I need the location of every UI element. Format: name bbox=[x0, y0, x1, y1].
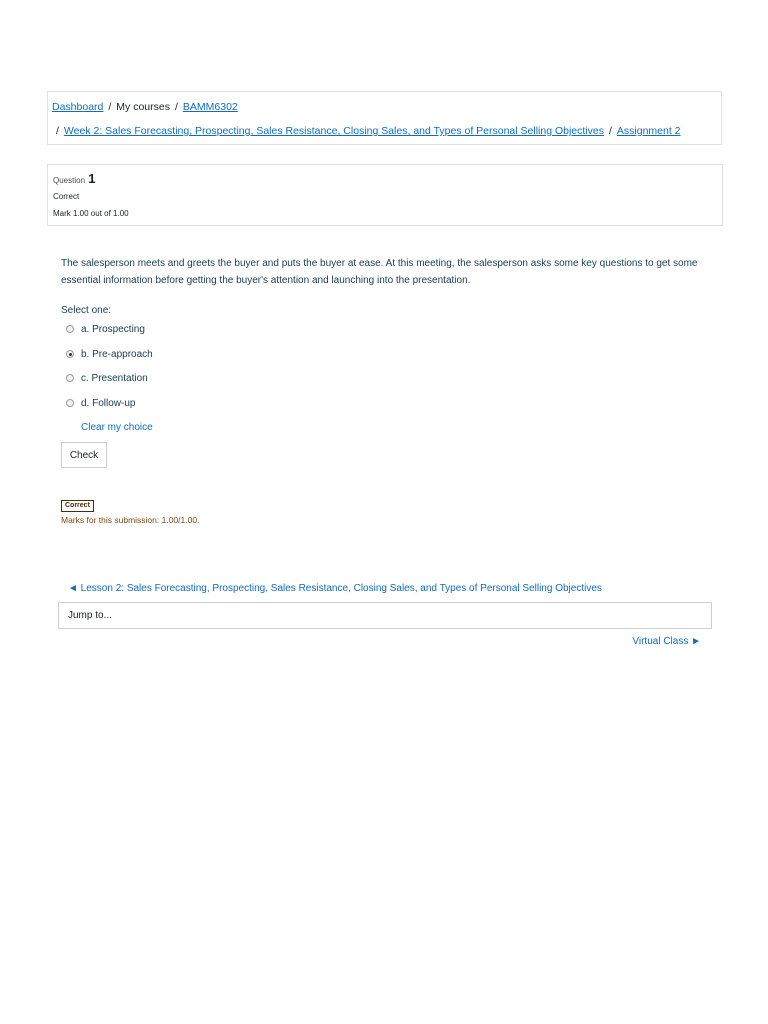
breadcrumb-separator: / bbox=[608, 125, 612, 137]
question-label: Question bbox=[53, 176, 86, 185]
radio-button-checked[interactable] bbox=[66, 350, 74, 358]
jump-to-label: Jump to... bbox=[68, 610, 112, 621]
breadcrumb-separator: / bbox=[56, 125, 59, 137]
breadcrumb-section-link[interactable]: Week 2: Sales Forecasting, Prospecting, Sales Resistance, Closing Sales, and Types of Personal Selling Objectives bbox=[63, 125, 604, 137]
radio-button[interactable] bbox=[66, 374, 74, 382]
answer-option-c[interactable] bbox=[66, 371, 148, 385]
question-grade: Mark 1.00 out of 1.00 bbox=[53, 209, 129, 218]
breadcrumb-dashboard-link[interactable]: Dashboard bbox=[52, 101, 104, 113]
radio-button[interactable] bbox=[66, 399, 74, 407]
answer-option-label: c. Presentation bbox=[81, 372, 148, 384]
marks-for-submission: Marks for this submission: 1.00/1.00. bbox=[61, 515, 200, 525]
answer-option-label: a. Prospecting bbox=[81, 323, 145, 335]
next-activity-link[interactable]: Virtual Class ► bbox=[632, 636, 701, 647]
answer-option-b[interactable] bbox=[66, 347, 153, 361]
breadcrumb-row-2 bbox=[56, 125, 681, 137]
answer-option-a[interactable] bbox=[66, 322, 145, 336]
answer-option-label: d. Follow-up bbox=[81, 397, 136, 409]
question-info-panel bbox=[47, 164, 723, 226]
breadcrumb-my-courses: My courses bbox=[116, 101, 170, 113]
previous-activity-link[interactable]: ◄ Lesson 2: Sales Forecasting, Prospecting, Sales Resistance, Closing Sales, and Types of Personal Selling Objectives bbox=[68, 583, 602, 594]
question-number-value: 1 bbox=[88, 171, 96, 186]
breadcrumb-separator: / bbox=[174, 101, 178, 113]
question-number bbox=[53, 171, 96, 186]
radio-button[interactable] bbox=[66, 325, 74, 333]
select-one-prompt: Select one: bbox=[61, 305, 112, 316]
breadcrumb-activity-link[interactable]: Assignment 2 bbox=[616, 125, 681, 137]
question-text: The salesperson meets and greets the buyer and puts the buyer at ease. At this meeting, the salesperson asks some key questions to get some essential information before getting the buyer's attention and launching into the presentation. bbox=[61, 258, 698, 286]
answer-option-d[interactable] bbox=[66, 396, 135, 410]
jump-to-select[interactable] bbox=[58, 602, 712, 629]
breadcrumb-course-link[interactable]: BAMM6302 bbox=[182, 101, 238, 113]
breadcrumb-row-1 bbox=[52, 101, 238, 113]
question-state: Correct bbox=[53, 192, 80, 201]
breadcrumb bbox=[47, 91, 722, 145]
check-button[interactable]: Check bbox=[61, 442, 107, 468]
answer-option-label: b. Pre-approach bbox=[81, 348, 153, 360]
correct-badge: Correct bbox=[61, 500, 94, 512]
clear-choice-link[interactable]: Clear my choice bbox=[81, 422, 153, 433]
breadcrumb-separator: / bbox=[108, 101, 112, 113]
